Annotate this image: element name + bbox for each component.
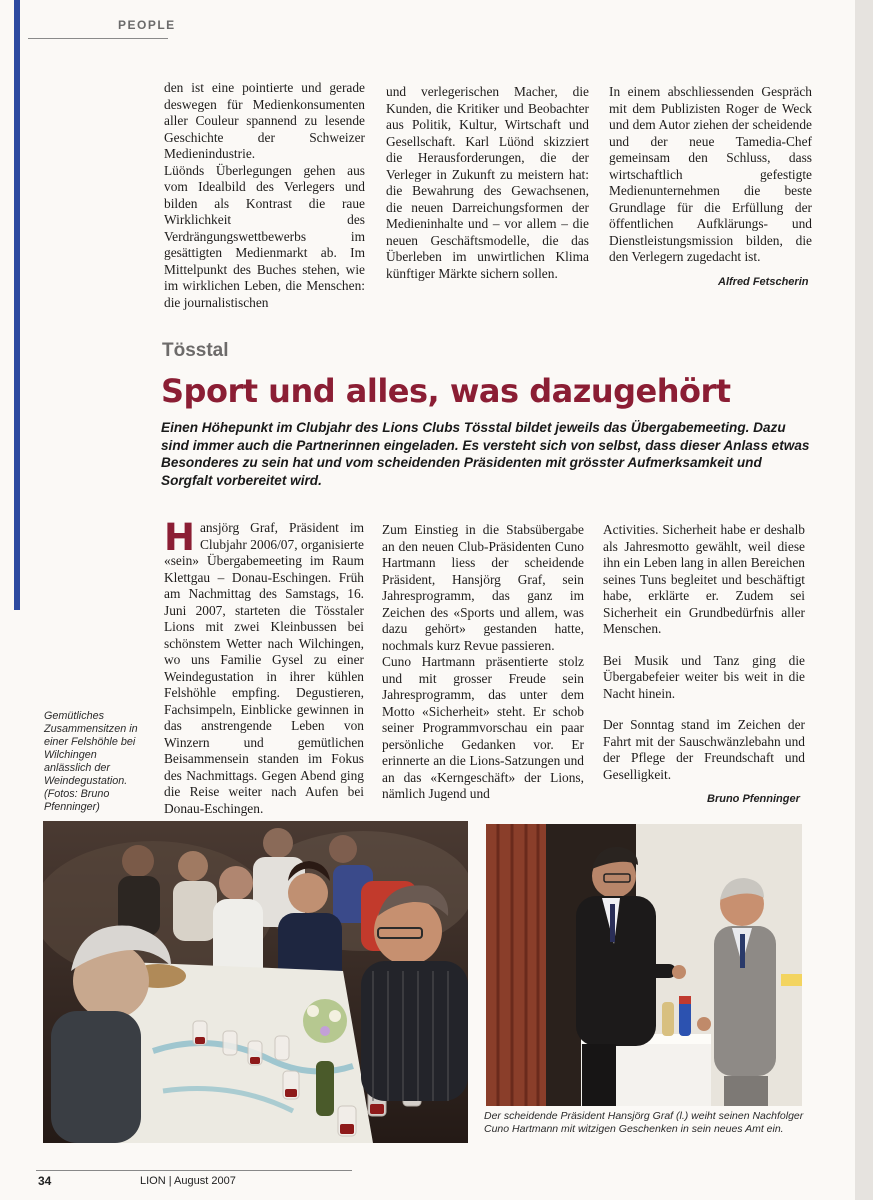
section-color-bar bbox=[14, 0, 20, 610]
article-column-1 bbox=[164, 516, 364, 817]
paragraph: Bei Musik und Tanz ging die Übergabefeier weiter bis weit in die Nacht hinein. bbox=[603, 652, 805, 701]
section-label: PEOPLE bbox=[118, 18, 176, 32]
photo-presidents-handover bbox=[486, 824, 802, 1106]
top-article-column-1 bbox=[164, 80, 365, 311]
article-headline: Sport und alles, was dazugehört bbox=[161, 372, 731, 410]
page-edge-shadow bbox=[855, 0, 873, 1200]
article-column-2 bbox=[382, 522, 584, 803]
top-article-column-2 bbox=[386, 84, 589, 282]
drop-cap: H bbox=[164, 516, 195, 559]
section-rule bbox=[28, 38, 168, 39]
paragraph: Zum Einstieg in die Stabsübergabe an den neuen Club-Präsidenten Cuno Hartmann liess der scheidende Präsident, Hansjörg Graf, sein Jahresprogramm, das ganz im Zeichen des «Sports und allem, was dazu gehört» gestanden hatte, nochmals kurz Revue passieren. bbox=[382, 522, 584, 653]
photo-presidents-handover-image bbox=[486, 824, 802, 1106]
paragraph-text: ansjörg Graf, Präsident im Clubjahr 2006/07, organisierte «sein» Übergabemeeting im Raum Klettgau – Donau-Eschingen. Früh am Nachmittag des Samstags, 16. Juni 2007, starteten die Tösstaler Lions mit zwei Kleinbussen bei schönstem Wetter nach Wilchingen, wo uns Familie Gysel zu einer Weindegustation in ihrer kühlen Felshöhle empfing. Degustieren, Fachsimpeln, Einblicke gewinnen in das anstrengende Leben von Winzern und gemütlichen Beisammensein standen im Fokus des Nachmittags. Gegen Abend ging die Reise weiter nach Aufen bei Donau-Eschingen. bbox=[164, 520, 364, 816]
paragraph: In einem abschliessenden Gespräch mit dem Publizisten Roger de Weck und dem Autor ziehen der scheidende und der neue Tamedia-Chef gemeinsam den Schluss, dass wirtschaftlich gefestigte Medienunternehmen die beste Grundlage für die Erfüllung der öffentlichen Aufklärungs- und Dienstleistungsmission bilden, die den Verlegern zugedacht ist. bbox=[609, 84, 812, 264]
top-article-column-3 bbox=[609, 84, 812, 266]
photo-caption: Der scheidende Präsident Hansjörg Graf (l.) weiht seinen Nachfolger Cuno Hartmann mit witzigen Geschenken in sein neues Amt ein. bbox=[484, 1110, 804, 1135]
article-column-3 bbox=[603, 522, 805, 783]
article-kicker: Tösstal bbox=[162, 340, 229, 361]
paragraph bbox=[164, 516, 364, 817]
magazine-issue: LION | August 2007 bbox=[140, 1175, 236, 1187]
paragraph: Activities. Sicherheit habe er deshalb als Jahresmotto gewählt, weil diese ihn ein Leben lang in allen Bereichen seines Tuns begleitet und beschäftigt habe, erklärte er. Zudem sei Sicherheit ein Grundbedürfnis aller Menschen. bbox=[603, 522, 805, 636]
paragraph: Der Sonntag stand im Zeichen der Fahrt mit der Sauschwänzlebahn und der Pflege der Freundschaft und Geselligkeit. bbox=[603, 717, 805, 782]
page-number: 34 bbox=[38, 1174, 52, 1188]
top-article-author: Alfred Fetscherin bbox=[718, 276, 809, 288]
article-lead: Einen Höhepunkt im Clubjahr des Lions Clubs Tösstal bildet jeweils das Übergabemeeting. Dazu sind immer auch die Partnerinnen eingeladen. Es versteht sich von selbst, dass dieser Anlass etwas Besonderes zu sein hat und vom scheidenden Präsidenten mit grösster Aufmerksamkeit und Sorgfalt vorbereitet wird. bbox=[161, 420, 810, 488]
paragraph: Cuno Hartmann präsentierte stolz und mit grosser Freude sein Jahresprogramm, das unter dem Motto «Sicherheit» steht. Er schob seiner Programmvorschau ein paar persönliche Gedanken vor. Er erinnerte an die Lions-Satzungen und an das «Kerngeschäft» der Lions, nämlich Jugend und bbox=[382, 654, 584, 801]
side-caption: Gemütliches Zusammensitzen in einer Felshöhle bei Wilchingen anlässlich der Weindegustation. (Fotos: Bruno Pfenninger) bbox=[44, 710, 138, 813]
article-author: Bruno Pfenninger bbox=[707, 793, 800, 805]
footer-rule bbox=[36, 1170, 352, 1171]
paragraph: den ist eine pointierte und gerade deswegen für Medienkonsumenten aller Couleur spannend zu lesende Geschichte der Schweizer Medienindustrie. bbox=[164, 80, 365, 161]
paragraph: und verlegerischen Macher, die Kunden, die Kritiker und Beobachter aus Politik, Kultur, Wirtschaft und Gesellschaft. Karl Lüönd skizziert die Herausforderungen, die der Verleger in Zukunft zu meistern hat: die Bewahrung des Gewachsenen, die neuen Darreichungsformen der Medieninhalte und – vor allem – die neuen Geschäftsmodelle, die das Überleben im unwirtlichen Klima künftiger Märkte sichern sollen. bbox=[386, 84, 589, 281]
photo-wine-tasting bbox=[43, 821, 468, 1143]
paragraph: Lüönds Überlegungen gehen aus vom Idealbild des Verlegers und bilden als Kontrast die raue Wirklichkeit des Verdrängungswettbewerbs im gesättigten Medienmarkt ab. Im Mittelpunkt des Buches stehen, wie im wirklichen Leben, die Menschen: die journalistischen bbox=[164, 162, 365, 310]
photo-wine-tasting-image bbox=[43, 821, 468, 1143]
